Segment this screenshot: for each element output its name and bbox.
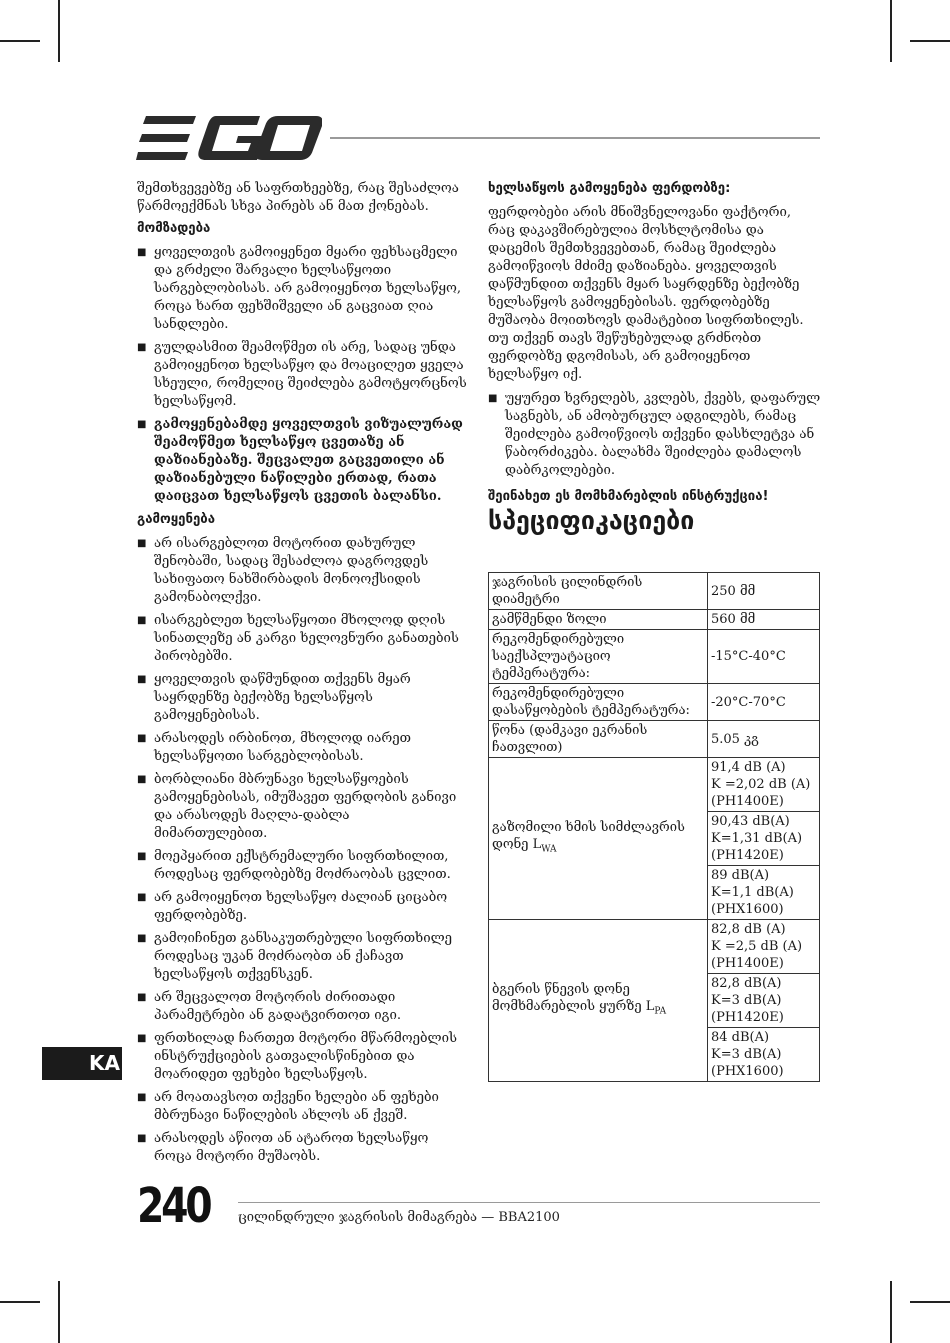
table-row bbox=[489, 573, 820, 610]
crop-mark bbox=[910, 40, 950, 42]
bullet-icon: ■ bbox=[137, 851, 147, 862]
page-number: 240 bbox=[137, 1178, 210, 1234]
value-line: (PH1420E) bbox=[711, 848, 784, 863]
list-item bbox=[137, 1030, 467, 1084]
table-row bbox=[489, 920, 820, 974]
table-cell-value: -20°C-70°C bbox=[708, 684, 820, 721]
footer-rule bbox=[238, 1202, 820, 1203]
table-row bbox=[489, 630, 820, 684]
usage-heading: გამოყენება bbox=[137, 512, 216, 527]
list-item-text: არ მოათავსოთ თქვენი ხელები ან ფეხები მბრუნავი ნაწილების ახლოს ან ქვეშ. bbox=[154, 1090, 439, 1123]
value-line: K =2,02 dB (A) bbox=[711, 777, 811, 792]
left-column bbox=[137, 180, 467, 1171]
bullet-icon: ■ bbox=[137, 1092, 147, 1103]
list-item bbox=[137, 244, 467, 334]
list-item-text: არ შეცვალოთ მოტორის ძირითადი პარამეტრები ან გადატვირთოთ იგი. bbox=[154, 990, 402, 1023]
crop-mark bbox=[0, 1301, 40, 1303]
label-subscript: WA bbox=[541, 844, 557, 855]
list-item-text: გამოიჩინეთ განსაკუთრებული სიფრთხილე როდესაც უკან მოძრაობთ ან ქაჩავთ ხელსაწყოს თქვენსკენ. bbox=[154, 931, 453, 982]
list-item bbox=[137, 1130, 467, 1166]
list-item-text: ბორბლიანი მბრუნავი ხელსაწყოების გამოყენებისას, იმუშავეთ ფერდობის განივი და არასოდეს მაღლა-დაბლა მიმართულებით. bbox=[154, 772, 457, 841]
list-item bbox=[137, 989, 467, 1025]
sound-pressure-label bbox=[489, 920, 708, 1082]
crop-mark bbox=[0, 40, 40, 42]
table-cell-value: 560 მმ bbox=[708, 610, 820, 630]
bullet-icon: ■ bbox=[137, 674, 147, 685]
crop-mark bbox=[910, 1301, 950, 1303]
table-cell-value bbox=[708, 866, 820, 920]
list-item bbox=[137, 339, 467, 411]
list-item-text: არ ისარგებლოთ მოტორით დახურულ შენობაში, სადაც შესაძლოა დაგროვდეს სახიფათო ნახშირბადის მონოოქსიდის გამონაბოლქვი. bbox=[154, 536, 429, 605]
value-line: K=3 dB(A) bbox=[711, 993, 782, 1008]
table-cell-label: გამწმენდი ზოლი bbox=[489, 610, 708, 630]
list-item bbox=[137, 1089, 467, 1125]
crop-mark bbox=[58, 0, 60, 62]
slope-paragraph: ფერდობები არის მნიშვნელოვანი ფაქტორი, რაც დაკავშირებულია მოსხლტომისა და დაცემის შემთხვევებთან, რამაც შეიძლება გამოიწვიოს მძიმე დაზიანება. ყოველთვის დაწმუნდით თქვენს მყარ საყრდენზე ბექობზე ხელსაწყოს გამოყენებისას. ფერდობებზე მუშაობა მოითხოვს დამატებით სიფრთხილეს. თუ თქვენ თავს შეწუხებულად გრძნობთ ფერდობზე დგომისას, არ გამოიყენოთ ხელსაწყო იქ. bbox=[488, 205, 804, 382]
table-row bbox=[489, 684, 820, 721]
bullet-icon: ■ bbox=[137, 733, 147, 744]
list-item-text: არასოდეს ირბინოთ, მხოლოდ იარეთ ხელსაწყოთი სარგებლობისას. bbox=[154, 731, 412, 764]
usage-list bbox=[137, 535, 467, 1166]
running-title: ცილინდრული ჯაგრისის მიმაგრება — BBA2100 bbox=[238, 1210, 560, 1225]
table-cell-value bbox=[708, 1028, 820, 1082]
slope-heading: ხელსაწყოს გამოყენება ფერდობზე: bbox=[488, 181, 731, 196]
bullet-icon: ■ bbox=[137, 1133, 147, 1144]
list-item bbox=[137, 771, 467, 843]
list-item bbox=[137, 848, 467, 884]
value-line: K=1,31 dB(A) bbox=[711, 831, 803, 846]
bullet-icon: ■ bbox=[137, 774, 147, 785]
table-cell-label: რეკომენდირებული დასაწყობების ტემპერატურა: bbox=[489, 684, 708, 721]
list-item-text: გამოყენებამდე ყოველთვის ვიზუალურად შეამოწმეთ ხელსაწყო ცვეთაზე ან დაზიანებაზე. შეცვალეთ გაცვეთილი ან დაზიანებული ნაწილები ერთად, რათა დაიცვათ ხელსაწყოს ცვეთის ბალანსი. bbox=[154, 417, 463, 504]
list-item bbox=[137, 671, 467, 725]
bullet-icon: ■ bbox=[137, 247, 147, 258]
list-item-text: ისარგებლეთ ხელსაწყოთი მხოლოდ დღის სინათლეზე ან კარგი ხელოვნური განათების პირობებში. bbox=[154, 613, 459, 664]
table-cell-value: 5.05 კგ bbox=[708, 721, 820, 758]
list-item bbox=[137, 416, 467, 506]
table-row bbox=[489, 758, 820, 812]
list-item-text: ფრთხილად ჩართეთ მოტორი მწარმოებლის ინსტრუქციების გათვალისწინებით და მოარიდეთ ფეხები ხელსაწყოს. bbox=[154, 1031, 457, 1082]
specifications-title: სპეციფიკაციები bbox=[488, 506, 695, 535]
value-line: 90,43 dB(A) bbox=[711, 814, 790, 829]
table-cell-label: რეკომენდირებული საექსპლუატაციო ტემპერატურა: bbox=[489, 630, 708, 684]
bullet-icon: ■ bbox=[137, 342, 147, 353]
list-item bbox=[137, 889, 467, 925]
value-line: 89 dB(A) bbox=[711, 868, 770, 883]
specifications-table bbox=[488, 572, 820, 1082]
list-item-text: არასოდეს აწიოთ ან ატაროთ ხელსაწყო როცა მოტორი მუშაობს. bbox=[154, 1131, 429, 1164]
table-cell-value bbox=[708, 920, 820, 974]
bullet-icon: ■ bbox=[137, 992, 147, 1003]
value-line: (PH1400E) bbox=[711, 794, 784, 809]
table-cell-value bbox=[708, 974, 820, 1028]
table-cell-label: წონა (დამკავი ეკრანის ჩათვლით) bbox=[489, 721, 708, 758]
list-item-text: ყოველთვის დაწმუნდით თქვენს მყარ საყრდენზე ბექობზე ხელსაწყოს გამოყენებისას. bbox=[154, 672, 411, 723]
table-row bbox=[489, 610, 820, 630]
list-item-text: ყოველთვის გამოიყენეთ მყარი ფეხსაცმელი და გრძელი შარვალი ხელსაწყოთი სარგებლობისას. არ გამოიყენოთ ხელსაწყო, როცა ხართ ფეხშიშველი ან გაცვიათ ღია სანდლები. bbox=[154, 245, 462, 332]
slope-list bbox=[488, 390, 821, 480]
bullet-icon: ■ bbox=[137, 538, 147, 549]
crop-mark bbox=[58, 1281, 60, 1343]
value-line: 84 dB(A) bbox=[711, 1030, 770, 1045]
bullet-icon: ■ bbox=[137, 615, 147, 626]
list-item bbox=[137, 930, 467, 984]
preparation-list bbox=[137, 244, 467, 506]
value-line: (PHX1600) bbox=[711, 902, 784, 917]
ego-logo bbox=[136, 116, 322, 160]
table-cell-value: -15°C-40°C bbox=[708, 630, 820, 684]
list-item bbox=[137, 535, 467, 607]
list-item-text: გულდასმით შეამოწმეთ ის არე, სადაც უნდა გამოიყენოთ ხელსაწყო და მოაცილეთ ყველა სხეული, რომელიც შეიძლება გამოტყორცნოს ხელსაწყომ. bbox=[154, 340, 467, 409]
table-cell-value: 250 მმ bbox=[708, 573, 820, 610]
intro-paragraph: შემთხვევებზე ან საფრთხეებზე, რაც შესაძლოა წარმოექმნას სხვა პირებს ან მათ ქონებას. bbox=[137, 181, 459, 214]
value-line: 82,8 dB (A) bbox=[711, 922, 786, 937]
list-item-text: უყურეთ ხვრელებს, კვლებს, ქვებს, დაფარულ საგნებს, ან ამობურცულ ადგილებს, რამაც შეიძლება გამოიწვიოს თქვენი დასხლეტვა ან წაბორძიკება. ბალახმა შეიძლება დამალოს დაბრკოლებები. bbox=[505, 391, 821, 478]
list-item bbox=[488, 390, 821, 480]
value-line: K=3 dB(A) bbox=[711, 1047, 782, 1062]
save-instructions-note: შეინახეთ ეს მომხმარებლის ინსტრუქცია! bbox=[488, 489, 769, 504]
list-item-text: არ გამოიყენოთ ხელსაწყო ძალიან ციცაბო ფერდობებზე. bbox=[154, 890, 448, 923]
list-item bbox=[137, 612, 467, 666]
list-item bbox=[137, 730, 467, 766]
crop-mark bbox=[890, 1281, 892, 1343]
bullet-icon: ■ bbox=[137, 1033, 147, 1044]
language-tab: KA bbox=[42, 1047, 122, 1080]
label-text: გაზომილი ხმის სიმძლავრის დონე L bbox=[492, 819, 685, 852]
bullet-icon: ■ bbox=[137, 419, 147, 430]
value-line: K=1,1 dB(A) bbox=[711, 885, 794, 900]
label-subscript: PA bbox=[654, 1006, 667, 1017]
table-cell-value bbox=[708, 812, 820, 866]
value-line: (PHX1600) bbox=[711, 1064, 784, 1079]
value-line: (PH1400E) bbox=[711, 956, 784, 971]
table-row bbox=[489, 721, 820, 758]
value-line: (PH1420E) bbox=[711, 1010, 784, 1025]
value-line: K =2,5 dB (A) bbox=[711, 939, 803, 954]
sound-power-label bbox=[489, 758, 708, 920]
table-cell-label: ჯაგრისის ცილინდრის დიამეტრი bbox=[489, 573, 708, 610]
bullet-icon: ■ bbox=[488, 393, 498, 404]
value-line: 82,8 dB(A) bbox=[711, 976, 782, 991]
table-cell-value bbox=[708, 758, 820, 812]
label-text: ბგერის წნევის დონე მომხმარებლის ყურზე L bbox=[492, 981, 655, 1014]
right-column bbox=[488, 180, 821, 535]
list-item-text: მოეპყარით ექსტრემალური სიფრთხილით, როდესაც ფერდობებზე მოძრაობას ცვლით. bbox=[154, 849, 451, 882]
value-line: 91,4 dB (A) bbox=[711, 760, 786, 775]
header-rule bbox=[330, 137, 820, 139]
crop-mark bbox=[890, 0, 892, 62]
bullet-icon: ■ bbox=[137, 892, 147, 903]
preparation-heading: მომზადება bbox=[137, 221, 211, 236]
bullet-icon: ■ bbox=[137, 933, 147, 944]
